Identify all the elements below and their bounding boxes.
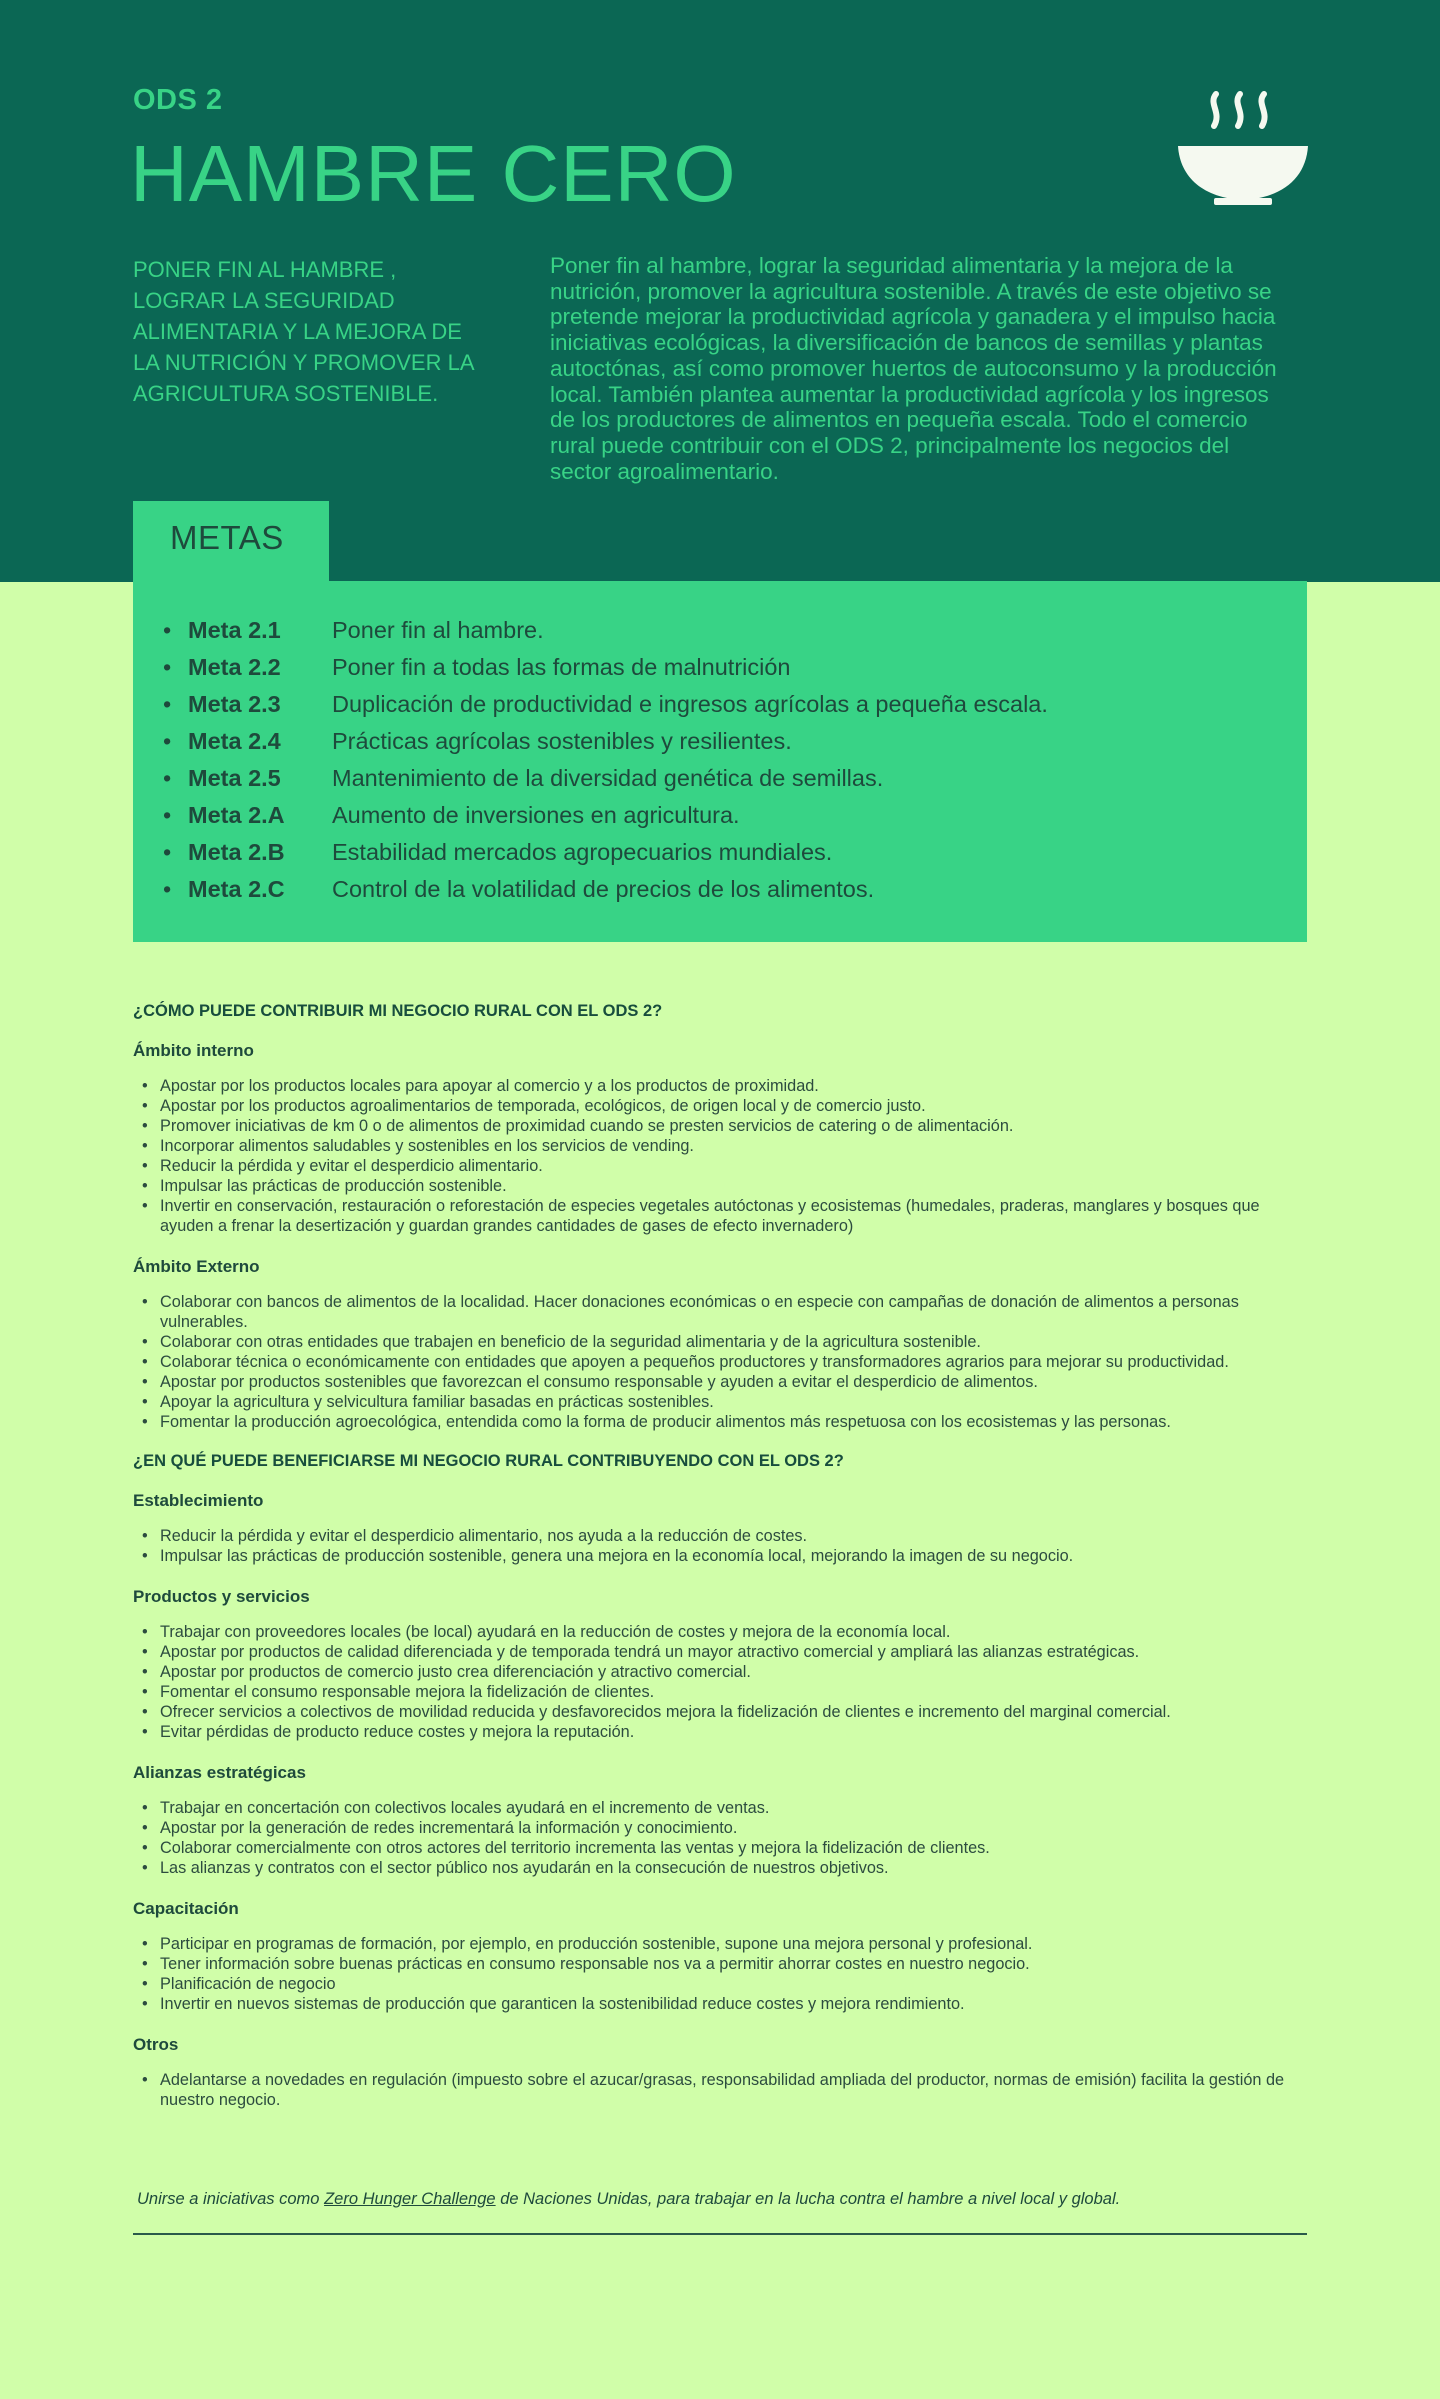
alliances-list (133, 1798, 1313, 1878)
zero-hunger-challenge-link[interactable]: Zero Hunger Challenge (324, 2190, 496, 2208)
list-item: • Invertir en nuevos sistemas de producción que garanticen la sostenibilidad reduce costes y mejora rendimiento. (133, 1994, 1313, 2014)
list-item: • Promover iniciativas de km 0 o de alimentos de proximidad cuando se presten servicios de catering o de alimentación. (133, 1116, 1313, 1136)
internal-scope-list (133, 1076, 1313, 1236)
metas-tab (133, 501, 329, 583)
list-item: • Reducir la pérdida y evitar el desperdicio alimentario, nos ayuda a la reducción de costes. (133, 1526, 1313, 1546)
ods-label: ODS 2 (133, 84, 223, 116)
metas-panel: • Meta 2.1 Poner fin al hambre. • Meta 2.2 Poner fin a todas las formas de malnutrición • Meta 2.3 Duplicación de productividad e ingresos agrícolas a pequeña escala. • Meta 2.4 Prácticas agrícolas sostenibles y resilientes. • Meta 2.5 Mantenimiento de la diversidad genética de semillas. • Meta 2.A Aumento de inversiones en agricultura. • Meta 2.B Estabilidad mercados agropecuarios mundiales. • Meta 2.C Control de la volatilidad de precios de los alimentos. (133, 581, 1307, 942)
training-list (133, 1934, 1313, 2014)
list-item: • Participar en programas de formación, por ejemplo, en producción sostenible, supone una mejora personal y profesional. (133, 1934, 1313, 1954)
list-item: • Trabajar con proveedores locales (be local) ayudará en la reducción de costes y mejora de la economía local. (133, 1622, 1313, 1642)
list-item: • Apostar por los productos agroalimentarios de temporada, ecológicos, de origen local y de comercio justo. (133, 1096, 1313, 1116)
goal-subtitle: PONER FIN AL HAMBRE , LOGRAR LA SEGURIDAD ALIMENTARIA Y LA MEJORA DE LA NUTRICIÓN Y PROMOVER LA AGRICULTURA SOSTENIBLE. (133, 257, 475, 406)
list-item: • Apostar por productos sostenibles que favorezcan el consumo responsable y ayuden a evitar el desperdicio de alimentos. (133, 1372, 1313, 1392)
list-item: • Trabajar en concertación con colectivos locales ayudará en el incremento de ventas. (133, 1798, 1313, 1818)
training-title: Capacitación (133, 1899, 239, 1918)
content-body (133, 998, 1313, 2110)
list-item: • Reducir la pérdida y evitar el desperdicio alimentario. (133, 1156, 1313, 1176)
internal-scope-title: Ámbito interno (133, 1041, 254, 1060)
list-item: • Apostar por los productos locales para apoyar al comercio y a los productos de proximidad. (133, 1076, 1313, 1096)
list-item: • Incorporar alimentos saludables y sostenibles en los servicios de vending. (133, 1136, 1313, 1156)
list-item: • Colaborar técnica o económicamente con entidades que apoyen a pequeños productores y transformadores agrarios para mejorar su productividad. (133, 1352, 1313, 1372)
external-scope-list (133, 1292, 1313, 1432)
soup-bowl-icon (1178, 90, 1308, 205)
establishment-title: Establecimiento (133, 1491, 264, 1510)
list-item: • Colaborar con bancos de alimentos de la localidad. Hacer donaciones económicas o en especie con campañas de donación de alimentos a personas vulnerables. (133, 1292, 1313, 1332)
list-item: • Ofrecer servicios a colectivos de movilidad reducida y desfavorecidos mejora la fidelización de clientes e incremento del marginal comercial. (133, 1702, 1313, 1722)
list-item: • Apostar por productos de calidad diferenciada y de temporada tendrá un mayor atractivo comercial y ampliará las alianzas estratégicas. (133, 1642, 1313, 1662)
list-item: • Las alianzas y contratos con el sector público nos ayudarán en la consecución de nuestros objetivos. (133, 1858, 1313, 1878)
external-scope-title: Ámbito Externo (133, 1257, 260, 1276)
list-item: • Colaborar con otras entidades que trabajen en beneficio de la seguridad alimentaria y de la agricultura sostenible. (133, 1332, 1313, 1352)
establishment-list (133, 1526, 1313, 1566)
list-item: • Impulsar las prácticas de producción sostenible, genera una mejora en la economía local, mejorando la imagen de su negocio. (133, 1546, 1313, 1566)
list-item: • Apostar por la generación de redes incrementará la información y conocimiento. (133, 1818, 1313, 1838)
products-services-list (133, 1622, 1313, 1742)
footer-divider (133, 2233, 1307, 2235)
contribute-question: ¿CÓMO PUEDE CONTRIBUIR MI NEGOCIO RURAL CON EL ODS 2? (133, 1002, 663, 1020)
footer-note: Unirse a iniciativas como Zero Hunger Challenge de Naciones Unidas, para trabajar en la lucha contra el hambre a nivel local y global. (137, 2190, 1121, 2208)
list-item: • Planificación de negocio (133, 1974, 1313, 1994)
list-item: • Invertir en conservación, restauración o reforestación de especies vegetales autóctonas y ecosistemas (humedales, praderas, manglares y bosques que ayuden a frenar la desertización y guardan grandes cantidades de gases de efecto invernadero) (133, 1196, 1313, 1236)
hero-banner (0, 0, 1440, 582)
list-item: • Impulsar las prácticas de producción sostenible. (133, 1176, 1313, 1196)
list-item: • Fomentar la producción agroecológica, entendida como la forma de producir alimentos más respetuosa con los ecosistemas y las personas. (133, 1412, 1313, 1432)
list-item: • Adelantarse a novedades en regulación (impuesto sobre el azucar/grasas, responsabilidad ampliada del productor, normas de emisión) facilita la gestión de nuestro negocio. (133, 2070, 1313, 2110)
list-item: • Tener información sobre buenas prácticas en consumo responsable nos va a permitir ahorrar costes en nuestro negocio. (133, 1954, 1313, 1974)
list-item: • Colaborar comercialmente con otros actores del territorio incrementa las ventas y mejora la fidelización de clientes. (133, 1838, 1313, 1858)
alliances-title: Alianzas estratégicas (133, 1763, 306, 1782)
goal-description: Poner fin al hambre, lograr la seguridad alimentaria y la mejora de la nutrición, promover la agricultura sostenible. A través de este objetivo se pretende mejorar la productividad agrícola y ganadera y el impulso hacia iniciativas ecológicas, la diversificación de bancos de semillas y plantas autoctónas, así como promover huertos de autoconsumo y la producción local. También plantea aumentar la productividad agrícola y los ingresos de los productores de alimentos en pequeña escala. Todo el comercio rural puede contribuir con el ODS 2, principalmente los negocios del sector agroalimentario. (550, 253, 1277, 484)
products-services-title: Productos y servicios (133, 1587, 310, 1606)
page-title: HAMBRE CERO (130, 129, 737, 218)
list-item: • Apoyar la agricultura y selvicultura familiar basadas en prácticas sostenibles. (133, 1392, 1313, 1412)
list-item: • Evitar pérdidas de producto reduce costes y mejora la reputación. (133, 1722, 1313, 1742)
others-title: Otros (133, 2035, 179, 2054)
others-list (133, 2070, 1313, 2110)
metas-tab-label: METAS (170, 519, 284, 556)
benefit-question: ¿EN QUÉ PUEDE BENEFICIARSE MI NEGOCIO RURAL CONTRIBUYENDO CON EL ODS 2? (133, 1452, 844, 1470)
list-item: • Apostar por productos de comercio justo crea diferenciación y atractivo comercial. (133, 1662, 1313, 1682)
list-item: • Fomentar el consumo responsable mejora la fidelización de clientes. (133, 1682, 1313, 1702)
